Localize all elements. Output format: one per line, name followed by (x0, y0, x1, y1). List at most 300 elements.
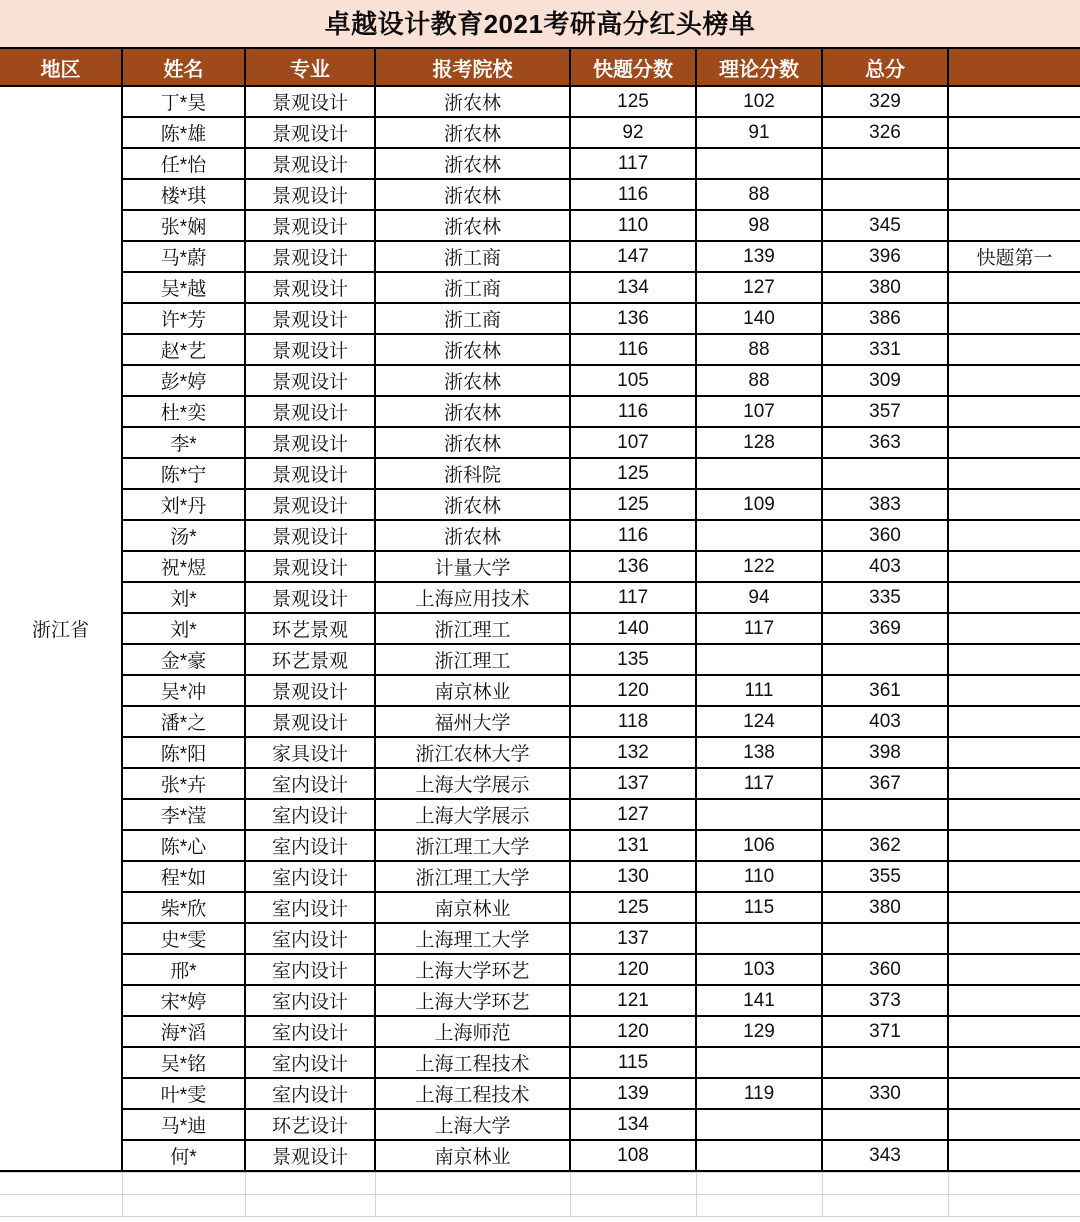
cell-quick[interactable]: 130 (570, 861, 696, 892)
empty-cell-region[interactable] (0, 1195, 122, 1217)
cell-theory[interactable] (696, 923, 822, 954)
cell-school[interactable]: 浙江理工大学 (375, 830, 570, 861)
column-header-name[interactable]: 姓名 (122, 48, 245, 86)
cell-major[interactable]: 景观设计 (245, 520, 375, 551)
table-row (0, 179, 1080, 210)
cell-name[interactable]: 刘*丹 (122, 489, 245, 520)
cell-school[interactable]: 浙农林 (375, 179, 570, 210)
cell-theory[interactable] (696, 644, 822, 675)
cell-major[interactable]: 室内设计 (245, 861, 375, 892)
cell-total[interactable] (822, 644, 948, 675)
cell-theory[interactable]: 119 (696, 1078, 822, 1109)
cell-major[interactable]: 室内设计 (245, 985, 375, 1016)
empty-row (0, 1173, 1080, 1195)
table-row (0, 1016, 1080, 1047)
cell-name[interactable]: 马*迪 (122, 1109, 245, 1140)
empty-cell-quick[interactable] (570, 1173, 696, 1195)
cell-quick[interactable]: 125 (570, 86, 696, 117)
table-row (0, 799, 1080, 830)
cell-major[interactable]: 景观设计 (245, 675, 375, 706)
cell-note[interactable] (948, 365, 1080, 396)
cell-major[interactable]: 室内设计 (245, 892, 375, 923)
cell-total[interactable]: 369 (822, 613, 948, 644)
cell-note[interactable]: 快题第一 (948, 241, 1080, 272)
cell-school[interactable]: 浙农林 (375, 365, 570, 396)
cell-quick[interactable]: 136 (570, 303, 696, 334)
column-header-school[interactable]: 报考院校 (375, 48, 570, 86)
cell-total[interactable]: 403 (822, 551, 948, 582)
cell-note[interactable] (948, 148, 1080, 179)
cell-note[interactable] (948, 1109, 1080, 1140)
cell-quick[interactable]: 125 (570, 489, 696, 520)
cell-note[interactable] (948, 985, 1080, 1016)
cell-major[interactable]: 环艺设计 (245, 1109, 375, 1140)
cell-quick[interactable]: 117 (570, 582, 696, 613)
cell-quick[interactable]: 135 (570, 644, 696, 675)
cell-school[interactable]: 浙科院 (375, 458, 570, 489)
cell-major[interactable]: 环艺景观 (245, 644, 375, 675)
cell-note[interactable] (948, 334, 1080, 365)
cell-note[interactable] (948, 210, 1080, 241)
cell-note[interactable] (948, 768, 1080, 799)
table-row (0, 675, 1080, 706)
cell-total[interactable]: 403 (822, 706, 948, 737)
cell-total[interactable]: 357 (822, 396, 948, 427)
page-title: 卓越设计教育2021考研高分红头榜单 (324, 8, 756, 39)
table-row (0, 985, 1080, 1016)
cell-note[interactable] (948, 706, 1080, 737)
cell-total[interactable]: 360 (822, 954, 948, 985)
cell-major[interactable]: 景观设计 (245, 427, 375, 458)
cell-quick[interactable]: 120 (570, 1016, 696, 1047)
cell-theory[interactable]: 139 (696, 241, 822, 272)
cell-total[interactable]: 331 (822, 334, 948, 365)
cell-quick[interactable]: 134 (570, 272, 696, 303)
cell-quick[interactable]: 110 (570, 210, 696, 241)
cell-quick[interactable]: 92 (570, 117, 696, 148)
cell-school[interactable]: 浙农林 (375, 210, 570, 241)
cell-theory[interactable]: 128 (696, 427, 822, 458)
cell-note[interactable] (948, 117, 1080, 148)
table-row (0, 644, 1080, 675)
cell-name[interactable]: 刘* (122, 613, 245, 644)
cell-theory[interactable]: 117 (696, 613, 822, 644)
column-header-note[interactable] (948, 48, 1080, 86)
table-row (0, 1047, 1080, 1078)
cell-quick[interactable]: 121 (570, 985, 696, 1016)
cell-major[interactable]: 景观设计 (245, 179, 375, 210)
cell-theory[interactable]: 117 (696, 768, 822, 799)
cell-major[interactable]: 景观设计 (245, 241, 375, 272)
cell-note[interactable] (948, 427, 1080, 458)
cell-theory[interactable]: 91 (696, 117, 822, 148)
cell-theory[interactable] (696, 1109, 822, 1140)
cell-theory[interactable]: 88 (696, 334, 822, 365)
cell-school[interactable]: 浙江理工 (375, 644, 570, 675)
cell-name[interactable]: 杜*奕 (122, 396, 245, 427)
cell-total[interactable]: 373 (822, 985, 948, 1016)
table-row (0, 768, 1080, 799)
cell-theory[interactable] (696, 148, 822, 179)
cell-total[interactable]: 335 (822, 582, 948, 613)
table-row (0, 1140, 1080, 1171)
cell-major[interactable]: 室内设计 (245, 1078, 375, 1109)
cell-school[interactable]: 上海理工大学 (375, 923, 570, 954)
table-row (0, 86, 1080, 117)
table-row (0, 613, 1080, 644)
cell-note[interactable] (948, 830, 1080, 861)
cell-quick[interactable]: 118 (570, 706, 696, 737)
score-table (0, 47, 1080, 1172)
cell-major[interactable]: 景观设计 (245, 396, 375, 427)
cell-name[interactable]: 祝*煜 (122, 551, 245, 582)
cell-name[interactable]: 海*滔 (122, 1016, 245, 1047)
cell-school[interactable]: 浙农林 (375, 86, 570, 117)
cell-name[interactable]: 马*蔚 (122, 241, 245, 272)
cell-quick[interactable]: 136 (570, 551, 696, 582)
cell-note[interactable] (948, 458, 1080, 489)
cell-school[interactable]: 上海大学展示 (375, 799, 570, 830)
cell-theory[interactable] (696, 799, 822, 830)
cell-total[interactable] (822, 799, 948, 830)
cell-theory[interactable]: 138 (696, 737, 822, 768)
cell-theory[interactable]: 102 (696, 86, 822, 117)
cell-note[interactable] (948, 861, 1080, 892)
cell-major[interactable]: 景观设计 (245, 210, 375, 241)
cell-note[interactable] (948, 582, 1080, 613)
empty-cell-name[interactable] (122, 1195, 245, 1217)
empty-cell-total[interactable] (822, 1195, 948, 1217)
cell-note[interactable] (948, 892, 1080, 923)
cell-name[interactable]: 赵*艺 (122, 334, 245, 365)
cell-total[interactable]: 363 (822, 427, 948, 458)
cell-theory[interactable]: 111 (696, 675, 822, 706)
cell-total[interactable]: 362 (822, 830, 948, 861)
cell-major[interactable]: 景观设计 (245, 272, 375, 303)
cell-total[interactable]: 345 (822, 210, 948, 241)
cell-theory[interactable]: 141 (696, 985, 822, 1016)
empty-cell-note[interactable] (948, 1173, 1080, 1195)
cell-total[interactable]: 330 (822, 1078, 948, 1109)
cell-name[interactable]: 陈*阳 (122, 737, 245, 768)
cell-major[interactable]: 景观设计 (245, 334, 375, 365)
cell-name[interactable]: 陈*宁 (122, 458, 245, 489)
cell-theory[interactable]: 115 (696, 892, 822, 923)
empty-cell-note[interactable] (948, 1195, 1080, 1217)
cell-note[interactable] (948, 613, 1080, 644)
cell-name[interactable]: 陈*雄 (122, 117, 245, 148)
cell-major[interactable]: 景观设计 (245, 551, 375, 582)
cell-major[interactable]: 家具设计 (245, 737, 375, 768)
cell-quick[interactable]: 131 (570, 830, 696, 861)
cell-school[interactable]: 上海应用技术 (375, 582, 570, 613)
table-row (0, 272, 1080, 303)
cell-major[interactable]: 室内设计 (245, 923, 375, 954)
cell-total[interactable]: 386 (822, 303, 948, 334)
empty-cell-major[interactable] (245, 1195, 375, 1217)
cell-quick[interactable]: 116 (570, 334, 696, 365)
cell-name[interactable]: 许*芳 (122, 303, 245, 334)
cell-note[interactable] (948, 1078, 1080, 1109)
cell-quick[interactable]: 132 (570, 737, 696, 768)
cell-school[interactable]: 上海大学展示 (375, 768, 570, 799)
cell-major[interactable]: 景观设计 (245, 117, 375, 148)
cell-school[interactable]: 计量大学 (375, 551, 570, 582)
cell-total[interactable]: 380 (822, 272, 948, 303)
region-cell[interactable]: 浙江省 (0, 86, 122, 1171)
cell-theory[interactable]: 109 (696, 489, 822, 520)
table-row (0, 427, 1080, 458)
cell-major[interactable]: 景观设计 (245, 458, 375, 489)
cell-name[interactable]: 宋*婷 (122, 985, 245, 1016)
cell-quick[interactable]: 139 (570, 1078, 696, 1109)
empty-cell-school[interactable] (375, 1195, 570, 1217)
empty-cell-region[interactable] (0, 1173, 122, 1195)
empty-cell-theory[interactable] (696, 1173, 822, 1195)
cell-quick[interactable]: 117 (570, 148, 696, 179)
cell-school[interactable]: 上海大学环艺 (375, 954, 570, 985)
cell-name[interactable]: 楼*琪 (122, 179, 245, 210)
cell-theory[interactable]: 129 (696, 1016, 822, 1047)
cell-total[interactable] (822, 923, 948, 954)
cell-total[interactable]: 355 (822, 861, 948, 892)
cell-theory[interactable] (696, 458, 822, 489)
cell-theory[interactable]: 140 (696, 303, 822, 334)
cell-total[interactable]: 360 (822, 520, 948, 551)
cell-name[interactable]: 李* (122, 427, 245, 458)
table-row (0, 861, 1080, 892)
cell-major[interactable]: 景观设计 (245, 86, 375, 117)
cell-school[interactable]: 浙江理工 (375, 613, 570, 644)
empty-cell-total[interactable] (822, 1173, 948, 1195)
cell-name[interactable]: 吴*越 (122, 272, 245, 303)
cell-school[interactable]: 浙江农林大学 (375, 737, 570, 768)
cell-theory[interactable] (696, 520, 822, 551)
cell-note[interactable] (948, 954, 1080, 985)
cell-major[interactable]: 室内设计 (245, 1016, 375, 1047)
table-row (0, 365, 1080, 396)
cell-note[interactable] (948, 737, 1080, 768)
cell-theory[interactable] (696, 1140, 822, 1171)
cell-major[interactable]: 景观设计 (245, 148, 375, 179)
cell-total[interactable] (822, 1109, 948, 1140)
table-row (0, 1109, 1080, 1140)
cell-name[interactable]: 邢* (122, 954, 245, 985)
cell-theory[interactable]: 103 (696, 954, 822, 985)
cell-school[interactable]: 浙农林 (375, 489, 570, 520)
cell-note[interactable] (948, 675, 1080, 706)
cell-quick[interactable]: 105 (570, 365, 696, 396)
cell-note[interactable] (948, 923, 1080, 954)
cell-total[interactable]: 367 (822, 768, 948, 799)
column-header-theory[interactable]: 理论分数 (696, 48, 822, 86)
cell-note[interactable] (948, 1016, 1080, 1047)
cell-major[interactable]: 景观设计 (245, 1140, 375, 1171)
column-header-quick[interactable]: 快题分数 (570, 48, 696, 86)
cell-theory[interactable] (696, 1047, 822, 1078)
table-row (0, 520, 1080, 551)
cell-name[interactable]: 李*滢 (122, 799, 245, 830)
cell-name[interactable]: 金*豪 (122, 644, 245, 675)
cell-theory[interactable]: 124 (696, 706, 822, 737)
cell-major[interactable]: 环艺景观 (245, 613, 375, 644)
cell-name[interactable]: 何* (122, 1140, 245, 1171)
cell-name[interactable]: 汤* (122, 520, 245, 551)
cell-school[interactable]: 上海师范 (375, 1016, 570, 1047)
cell-name[interactable]: 张*娴 (122, 210, 245, 241)
cell-name[interactable]: 彭*婷 (122, 365, 245, 396)
cell-school[interactable]: 上海工程技术 (375, 1047, 570, 1078)
cell-total[interactable]: 396 (822, 241, 948, 272)
cell-quick[interactable]: 137 (570, 768, 696, 799)
table-row (0, 396, 1080, 427)
cell-school[interactable]: 浙农林 (375, 520, 570, 551)
cell-name[interactable]: 任*怡 (122, 148, 245, 179)
cell-total[interactable]: 361 (822, 675, 948, 706)
cell-total[interactable] (822, 458, 948, 489)
cell-name[interactable]: 张*卉 (122, 768, 245, 799)
table-header-row (0, 48, 1080, 86)
cell-major[interactable]: 室内设计 (245, 768, 375, 799)
cell-note[interactable] (948, 1140, 1080, 1171)
cell-note[interactable] (948, 551, 1080, 582)
cell-note[interactable] (948, 179, 1080, 210)
cell-major[interactable]: 景观设计 (245, 365, 375, 396)
cell-name[interactable]: 吴*铭 (122, 1047, 245, 1078)
cell-total[interactable]: 326 (822, 117, 948, 148)
empty-cell-theory[interactable] (696, 1195, 822, 1217)
cell-quick[interactable]: 120 (570, 675, 696, 706)
cell-quick[interactable]: 137 (570, 923, 696, 954)
cell-note[interactable] (948, 799, 1080, 830)
cell-major[interactable]: 景观设计 (245, 489, 375, 520)
empty-cell-name[interactable] (122, 1173, 245, 1195)
cell-quick[interactable]: 127 (570, 799, 696, 830)
cell-total[interactable]: 398 (822, 737, 948, 768)
cell-total[interactable]: 309 (822, 365, 948, 396)
empty-cell-major[interactable] (245, 1173, 375, 1195)
cell-name[interactable]: 叶*雯 (122, 1078, 245, 1109)
cell-name[interactable]: 刘* (122, 582, 245, 613)
cell-note[interactable] (948, 396, 1080, 427)
cell-theory[interactable]: 88 (696, 179, 822, 210)
cell-school[interactable]: 上海工程技术 (375, 1078, 570, 1109)
cell-major[interactable]: 景观设计 (245, 582, 375, 613)
cell-major[interactable]: 景观设计 (245, 303, 375, 334)
cell-quick[interactable]: 116 (570, 179, 696, 210)
table-row (0, 830, 1080, 861)
cell-school[interactable]: 浙工商 (375, 241, 570, 272)
cell-theory[interactable]: 107 (696, 396, 822, 427)
column-header-major[interactable]: 专业 (245, 48, 375, 86)
cell-quick[interactable]: 115 (570, 1047, 696, 1078)
cell-total[interactable] (822, 148, 948, 179)
cell-name[interactable]: 丁*昊 (122, 86, 245, 117)
cell-name[interactable]: 吴*冲 (122, 675, 245, 706)
cell-total[interactable]: 371 (822, 1016, 948, 1047)
table-row (0, 551, 1080, 582)
cell-total[interactable]: 343 (822, 1140, 948, 1171)
cell-name[interactable]: 柴*欣 (122, 892, 245, 923)
cell-school[interactable]: 浙农林 (375, 396, 570, 427)
cell-major[interactable]: 室内设计 (245, 1047, 375, 1078)
cell-quick[interactable]: 116 (570, 396, 696, 427)
cell-quick[interactable]: 147 (570, 241, 696, 272)
cell-school[interactable]: 南京林业 (375, 1140, 570, 1171)
cell-total[interactable]: 383 (822, 489, 948, 520)
table-row (0, 737, 1080, 768)
cell-note[interactable] (948, 272, 1080, 303)
cell-name[interactable]: 史*雯 (122, 923, 245, 954)
cell-theory[interactable]: 88 (696, 365, 822, 396)
cell-name[interactable]: 陈*心 (122, 830, 245, 861)
cell-school[interactable]: 浙工商 (375, 303, 570, 334)
cell-school[interactable]: 浙江理工大学 (375, 861, 570, 892)
cell-note[interactable] (948, 489, 1080, 520)
cell-note[interactable] (948, 520, 1080, 551)
cell-note[interactable] (948, 1047, 1080, 1078)
table-row (0, 458, 1080, 489)
cell-school[interactable]: 南京林业 (375, 675, 570, 706)
cell-total[interactable] (822, 1047, 948, 1078)
column-header-region[interactable]: 地区 (0, 48, 122, 86)
cell-theory[interactable]: 122 (696, 551, 822, 582)
cell-quick[interactable]: 134 (570, 1109, 696, 1140)
cell-note[interactable] (948, 644, 1080, 675)
cell-school[interactable]: 南京林业 (375, 892, 570, 923)
cell-quick[interactable]: 108 (570, 1140, 696, 1171)
empty-cell-quick[interactable] (570, 1195, 696, 1217)
cell-quick[interactable]: 120 (570, 954, 696, 985)
table-row (0, 148, 1080, 179)
cell-quick[interactable]: 125 (570, 458, 696, 489)
cell-school[interactable]: 上海大学 (375, 1109, 570, 1140)
cell-theory[interactable]: 127 (696, 272, 822, 303)
cell-school[interactable]: 浙农林 (375, 427, 570, 458)
cell-total[interactable]: 329 (822, 86, 948, 117)
table-row (0, 210, 1080, 241)
cell-school[interactable]: 浙农林 (375, 334, 570, 365)
column-header-total[interactable]: 总分 (822, 48, 948, 86)
cell-quick[interactable]: 107 (570, 427, 696, 458)
cell-quick[interactable]: 116 (570, 520, 696, 551)
cell-major[interactable]: 室内设计 (245, 954, 375, 985)
cell-major[interactable]: 景观设计 (245, 706, 375, 737)
cell-note[interactable] (948, 86, 1080, 117)
cell-theory[interactable]: 94 (696, 582, 822, 613)
cell-theory[interactable]: 110 (696, 861, 822, 892)
cell-major[interactable]: 室内设计 (245, 799, 375, 830)
cell-major[interactable]: 室内设计 (245, 830, 375, 861)
cell-total[interactable]: 380 (822, 892, 948, 923)
cell-quick[interactable]: 125 (570, 892, 696, 923)
cell-total[interactable] (822, 179, 948, 210)
cell-school[interactable]: 福州大学 (375, 706, 570, 737)
empty-trailing-rows (0, 1172, 1080, 1217)
cell-theory[interactable]: 98 (696, 210, 822, 241)
cell-theory[interactable]: 106 (696, 830, 822, 861)
cell-name[interactable]: 潘*之 (122, 706, 245, 737)
cell-quick[interactable]: 140 (570, 613, 696, 644)
cell-school[interactable]: 浙农林 (375, 148, 570, 179)
cell-school[interactable]: 上海大学环艺 (375, 985, 570, 1016)
empty-cell-school[interactable] (375, 1173, 570, 1195)
cell-name[interactable]: 程*如 (122, 861, 245, 892)
cell-note[interactable] (948, 303, 1080, 334)
table-row (0, 241, 1080, 272)
cell-school[interactable]: 浙农林 (375, 117, 570, 148)
cell-school[interactable]: 浙工商 (375, 272, 570, 303)
